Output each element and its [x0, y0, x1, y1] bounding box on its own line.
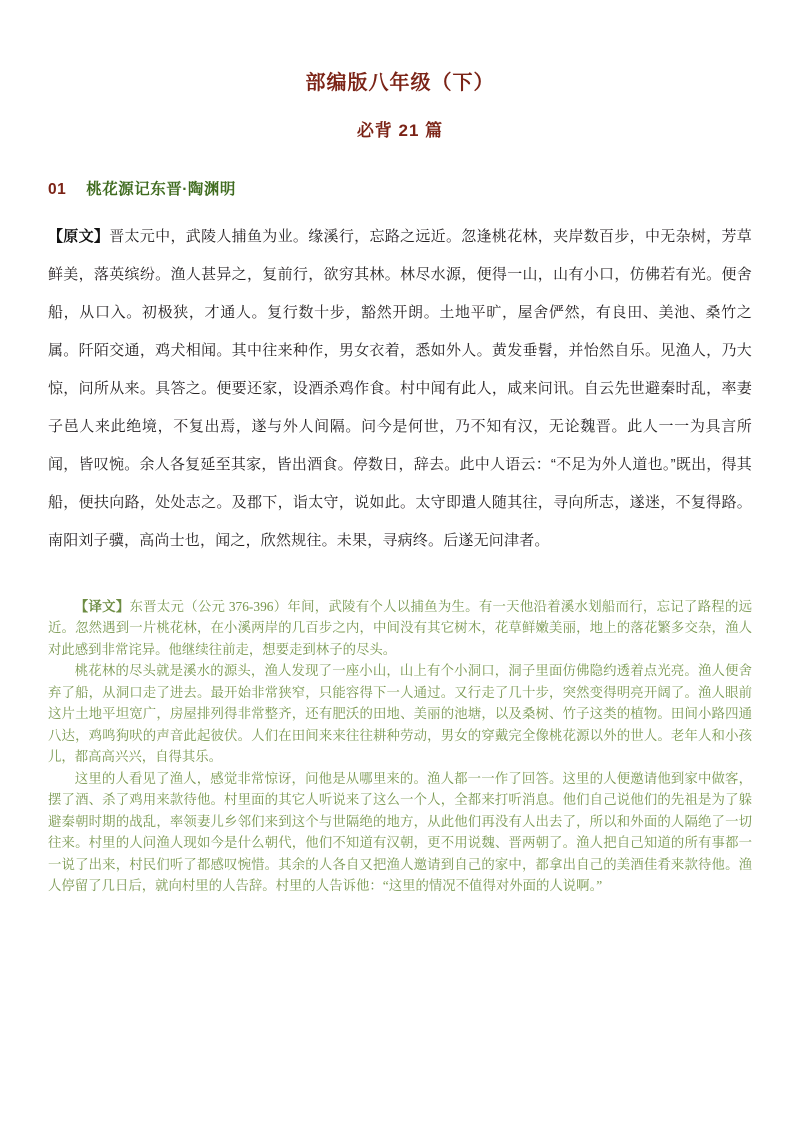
section-heading: [48, 141, 752, 200]
section-title: 桃花源记东晋·陶渊明: [86, 181, 236, 198]
translation-paragraph: [48, 768, 752, 897]
original-text-block: [48, 200, 752, 560]
original-text-label: 【原文】: [48, 227, 110, 245]
translation-label: 【译文】: [74, 598, 130, 614]
translation-paragraph: [48, 660, 752, 768]
translation-paragraph-text: 东晋太元（公元 376-396）年间，武陵有个人以捕鱼为生。有一天他沿着溪水划船而行，忘记了路程的远近。忽然遇到一片桃花林，在小溪两岸的几百步之内，中间没有其它树木，花草鲜嫩美丽，地上的落花繁多交杂，渔人对此感到非常诧异。他继续往前走，想要走到林子的尽头。: [48, 598, 753, 657]
page-subtitle: 必背 21 篇: [356, 121, 444, 140]
original-text-body: 晋太元中，武陵人捕鱼为业。缘溪行，忘路之远近。忽逢桃花林，夹岸数百步，中无杂树，芳草鲜美，落英缤纷。渔人甚异之，复前行，欲穷其林。林尽水源，便得一山，山有小口，仿佛若有光。便舍船，从口入。初极狭，才通人。复行数十步，豁然开朗。土地平旷，屋舍俨然，有良田、美池、桑竹之属。阡陌交通，鸡犬相闻。其中往来种作，男女衣着，悉如外人。黄发垂髫，并怡然自乐。见渔人，乃大惊，问所从来。具答之。便要还家，设酒杀鸡作食。村中闻有此人，咸来问讯。自云先世避秦时乱，率妻子邑人来此绝境，不复出焉，遂与外人间隔。问今是何世，乃不知有汉，无论魏晋。此人一一为具言所闻，皆叹惋。余人各复延至其家，皆出酒食。停数日，辞去。此中人语云：“不足为外人道也。”既出，得其船，便扶向路，处处志之。及郡下，诣太守，说如此。太守即遣人随其往，寻向所志，遂迷，不复得路。南阳刘子骥，高尚士也，闻之，欣然规往。未果，寻病终。后遂无问津者。: [48, 227, 752, 549]
section-number: 01: [48, 181, 67, 198]
translation-paragraph: [48, 596, 752, 661]
translation-paragraph-text: 这里的人看见了渔人，感觉非常惊讶，问他是从哪里来的。渔人都一一作了回答。这里的人便邀请他到家中做客，摆了酒、杀了鸡用来款待他。村里面的其它人听说来了这么一个人，全都来打听消息。他们自己说他们的先祖是为了躲避秦朝时期的战乱，率领妻儿乡邻们来到这个与世隔绝的地方，从此他们再没有人出去了，所以和外面的人隔绝了一切往来。村里的人问渔人现如今是什么朝代，他们不知道有汉朝，更不用说魏、晋两朝了。渔人把自己知道的所有事都一一说了出来，村民们听了都感叹惋惜。其余的人各自又把渔人邀请到自己的家中，都拿出自己的美酒佳肴来款待他。渔人停留了几日后，就向村里的人告辞。村里的人告诉他：“这里的情况不值得对外面的人说啊。”: [48, 770, 752, 894]
translation-paragraph-text: 桃花林的尽头就是溪水的源头，渔人发现了一座小山，山上有个小洞口，洞子里面仿佛隐约透着点光亮。渔人便舍弃了船，从洞口走了进去。最开始非常狭窄，只能容得下一人通过。又行走了几十步，突然变得明亮开阔了。渔人眼前这片土地平坦宽广，房屋排列得非常整齐，还有肥沃的田地、美丽的池塘，以及桑树、竹子这类的植物。田间小路四通八达，鸡鸣狗吠的声音此起彼伏。人们在田间来来往往耕种劳动，男女的穿戴完全像桃花源以外的世人。老年人和小孩儿，都高高兴兴，自得其乐。: [48, 663, 752, 765]
translation-block: [48, 560, 752, 897]
page-title: 部编版八年级（下）: [305, 72, 495, 94]
